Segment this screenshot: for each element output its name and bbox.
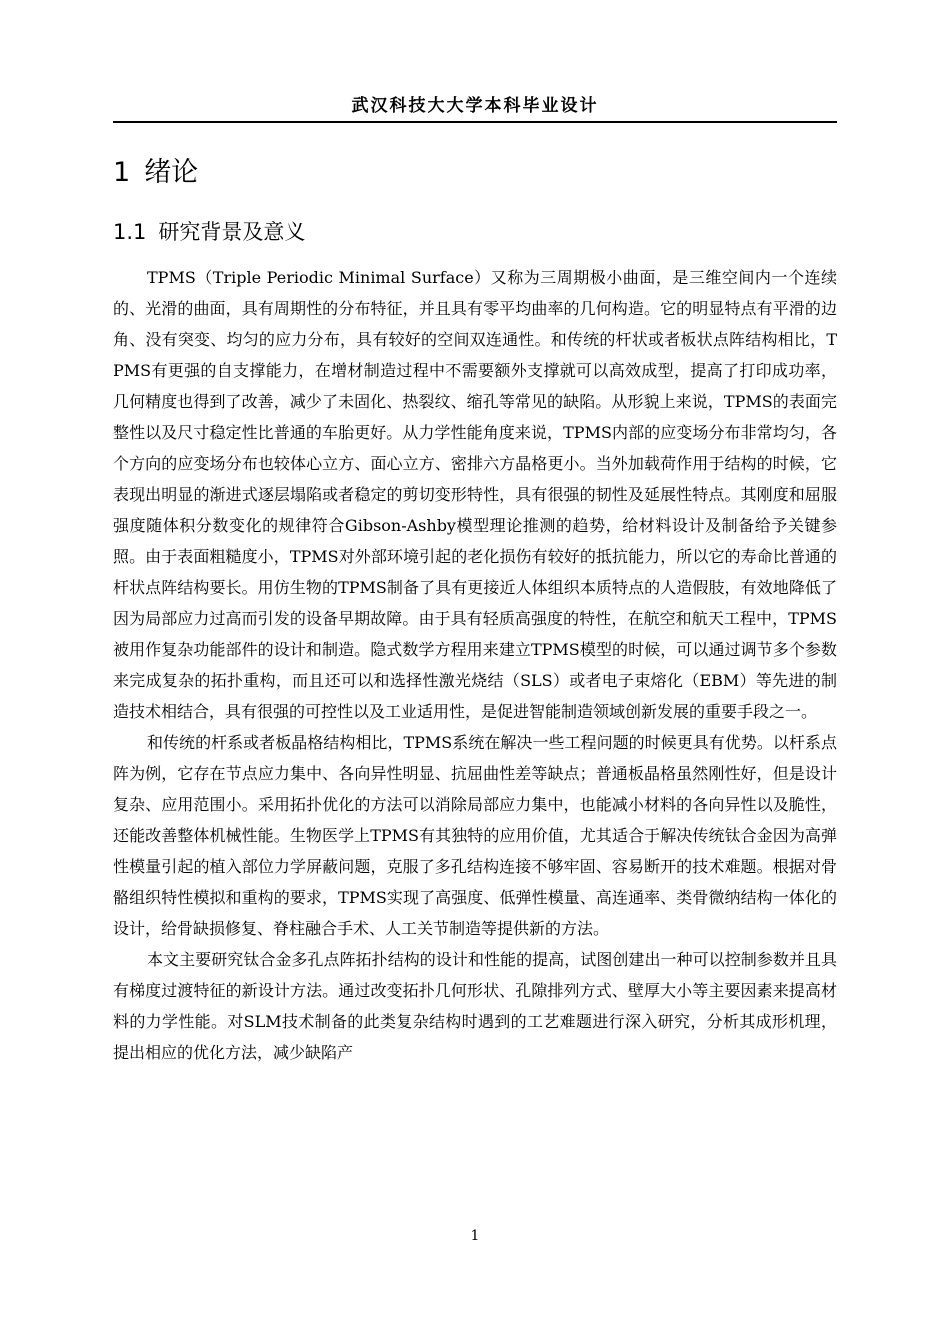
header-rule <box>113 121 837 123</box>
running-header: 武汉科技大大学本科毕业设计 <box>351 96 599 116</box>
section-heading <box>113 217 305 247</box>
section-title: 研究背景及意义 <box>158 220 306 244</box>
paragraph: 和传统的杆系或者板晶格结构相比，TPMS系统在解决一些工程问题的时候更具有优势。以杆系点阵为例，它存在节点应力集中、各向异性明显、抗屈曲性差等缺点；普通板晶格虽然刚性好，但是设计复杂、应用范围小。采用拓扑优化的方法可以消除局部应力集中，也能减小材料的各向异性以及脆性，还能改善整体机械性能。生物医学上TPMS有其独特的应用价值，尤其适合于解决传统钛合金因为高弹性模量引起的植入部位力学屏蔽问题，克服了多孔结构连接不够牢固、容易断开的技术难题。根据对骨骼组织特性模拟和重构的要求，TPMS实现了高强度、低弹性模量、高连通率、类骨微纳结构一体化的设计，给骨缺损修复、脊柱融合手术、人工关节制造等提供新的方法。 <box>113 733 837 938</box>
body-text <box>113 262 837 1068</box>
paragraph: 本文主要研究钛合金多孔点阵拓扑结构的设计和性能的提高，试图创建出一种可以控制参数并且具有梯度过渡特征的新设计方法。通过改变拓扑几何形状、孔隙排列方式、壁厚大小等主要因素来提高材料的力学性能。对SLM技术制备的此类复杂结构时遇到的工艺难题进行深入研究，分析其成形机理，提出相应的优化方法，减少缺陷产 <box>113 950 837 1062</box>
section-number: 1.1 <box>113 220 147 244</box>
page-number: 1 <box>470 1228 480 1244</box>
chapter-number: 1 <box>113 157 131 188</box>
chapter-title: 绪论 <box>144 157 199 188</box>
chapter-heading <box>113 155 198 191</box>
paragraph: TPMS（Triple Periodic Minimal Surface）又称为三周期极小曲面，是三维空间内一个连续的、光滑的曲面，具有周期性的分布特征，并且具有零平均曲率的几何构造。它的明显特点有平滑的边角、没有突变、均匀的应力分布，具有较好的空间双连通性。和传统的杆状或者板状点阵结构相比，TPMS有更强的自支撑能力，在增材制造过程中不需要额外支撑就可以高效成型，提高了打印成功率，几何精度也得到了改善，减少了未固化、热裂纹、缩孔等常见的缺陷。从形貌上来说，TPMS的表面完整性以及尺寸稳定性比普通的车胎更好。从力学性能角度来说，TPMS内部的应变场分布非常均匀，各个方向的应变场分布也较体心立方、面心立方、密排六方晶格更小。当外加载荷作用于结构的时候，它表现出明显的渐进式逐层塌陷或者稳定的剪切变形特性，具有很强的韧性及延展性特点。其刚度和屈服强度随体积分数变化的规律符合Gibson-Ashby模型理论推测的趋势，给材料设计及制备给予关键参照。由于表面粗糙度小，TPMS对外部环境引起的老化损伤有较好的抵抗能力，所以它的寿命比普通的杆状点阵结构要长。用仿生物的TPMS制备了具有更接近人体组织本质特点的人造假肢，有效地降低了因为局部应力过高而引发的设备早期故障。由于具有轻质高强度的特性，在航空和航天工程中，TPMS被用作复杂功能部件的设计和制造。隐式数学方程用来建立TPMS模型的时候，可以通过调节多个参数来完成复杂的拓扑重构，而且还可以和选择性激光烧结（SLS）或者电子束熔化（EBM）等先进的制造技术相结合，具有很强的可控性以及工业适用性，是促进智能制造领域创新发展的重要手段之一。 <box>113 268 837 721</box>
